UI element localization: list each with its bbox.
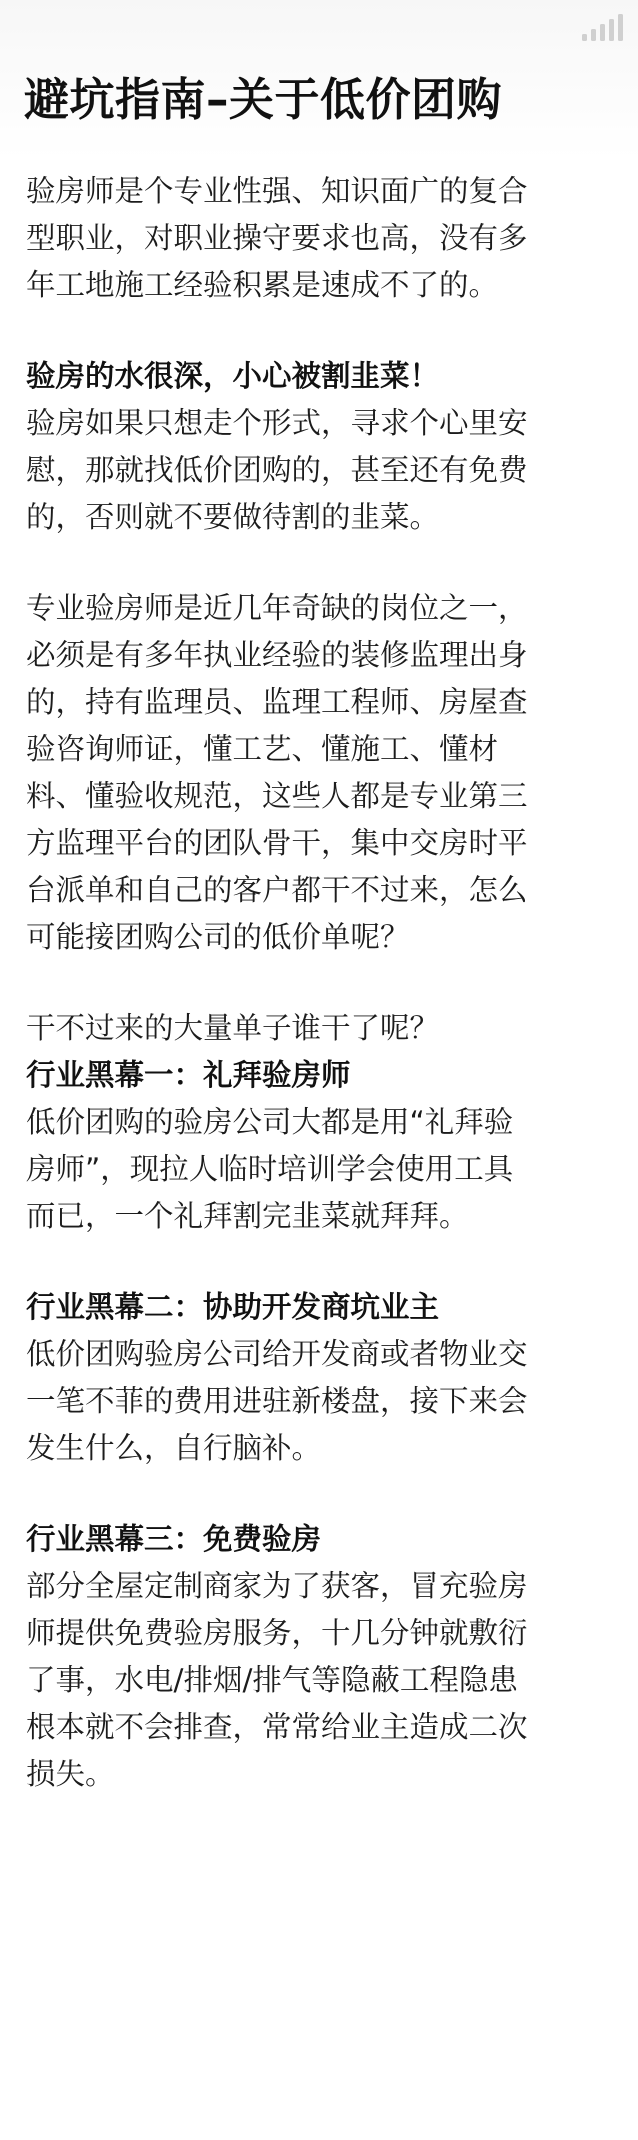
text-line: 损失。 [26,1757,115,1791]
text-line: 专业验房师是近几年奇缺的岗位之一， [26,591,528,625]
text-line: 师提供免费验房服务，十几分钟就敷衍 [26,1616,528,1650]
text-line: 慰，那就找低价团购的，甚至还有免费 [26,453,528,487]
text-line: 的，持有监理员、监理工程师、房屋查 [26,685,528,719]
text-line: 低价团购验房公司给开发商或者物业交 [26,1337,528,1371]
text-line: 低价团购的验房公司大都是用“礼拜验 [26,1105,514,1139]
paragraph-intro [26,168,616,309]
page-title: 避坑指南–关于低价团购 [24,73,503,126]
section-heading: 行业黑幕二：协助开发商坑业主 [26,1290,440,1324]
text-line: 了事，水电/排烟/排气等隐蔽工程隐患 [26,1663,518,1697]
section-heading: 行业黑幕一：礼拜验房师 [26,1058,351,1092]
text-line: 根本就不会排查，常常给业主造成二次 [26,1710,528,1744]
text-line: 的，否则就不要做待割的韭菜。 [26,500,440,534]
paragraph-professional [26,585,616,961]
text-line: 型职业，对职业操守要求也高，没有多 [26,221,528,255]
text-line: 一笔不菲的费用进驻新楼盘，接下来会 [26,1384,528,1418]
text-line: 部分全屋定制商家为了获客，冒充验房 [26,1569,528,1603]
section-heading: 验房的水很深，小心被割韭菜！ [26,359,440,393]
status-bar [580,14,626,44]
text-line: 而已，一个礼拜割完韭菜就拜拜。 [26,1199,469,1233]
article-body [26,168,616,1798]
paragraph-industry-secret-2 [26,1284,616,1472]
text-line: 可能接团购公司的低价单呢？ [26,920,410,954]
text-line: 年工地施工经验积累是速成不了的。 [26,268,499,302]
paragraph-warning [26,353,616,541]
text-line: 发生什么，自行脑补。 [26,1431,322,1465]
text-line: 干不过来的大量单子谁干了呢？ [26,1011,440,1045]
paragraph-industry-secret-3 [26,1516,616,1798]
text-line: 验咨询师证，懂工艺、懂施工、懂材 [26,732,499,766]
text-line: 必须是有多年执业经验的装修监理出身 [26,638,528,672]
section-heading: 行业黑幕三：免费验房 [26,1522,322,1556]
text-line: 台派单和自己的客户都干不过来，怎么 [26,873,528,907]
signal-bars-icon [580,14,626,42]
text-line: 方监理平台的团队骨干，集中交房时平 [26,826,528,860]
text-line: 验房如果只想走个形式，寻求个心里安 [26,406,528,440]
text-line: 验房师是个专业性强、知识面广的复合 [26,174,528,208]
text-line: 料、懂验收规范，这些人都是专业第三 [26,779,528,813]
paragraph-industry-secret-1 [26,1005,616,1240]
text-line: 房师”，现拉人临时培训学会使用工具 [26,1152,514,1186]
